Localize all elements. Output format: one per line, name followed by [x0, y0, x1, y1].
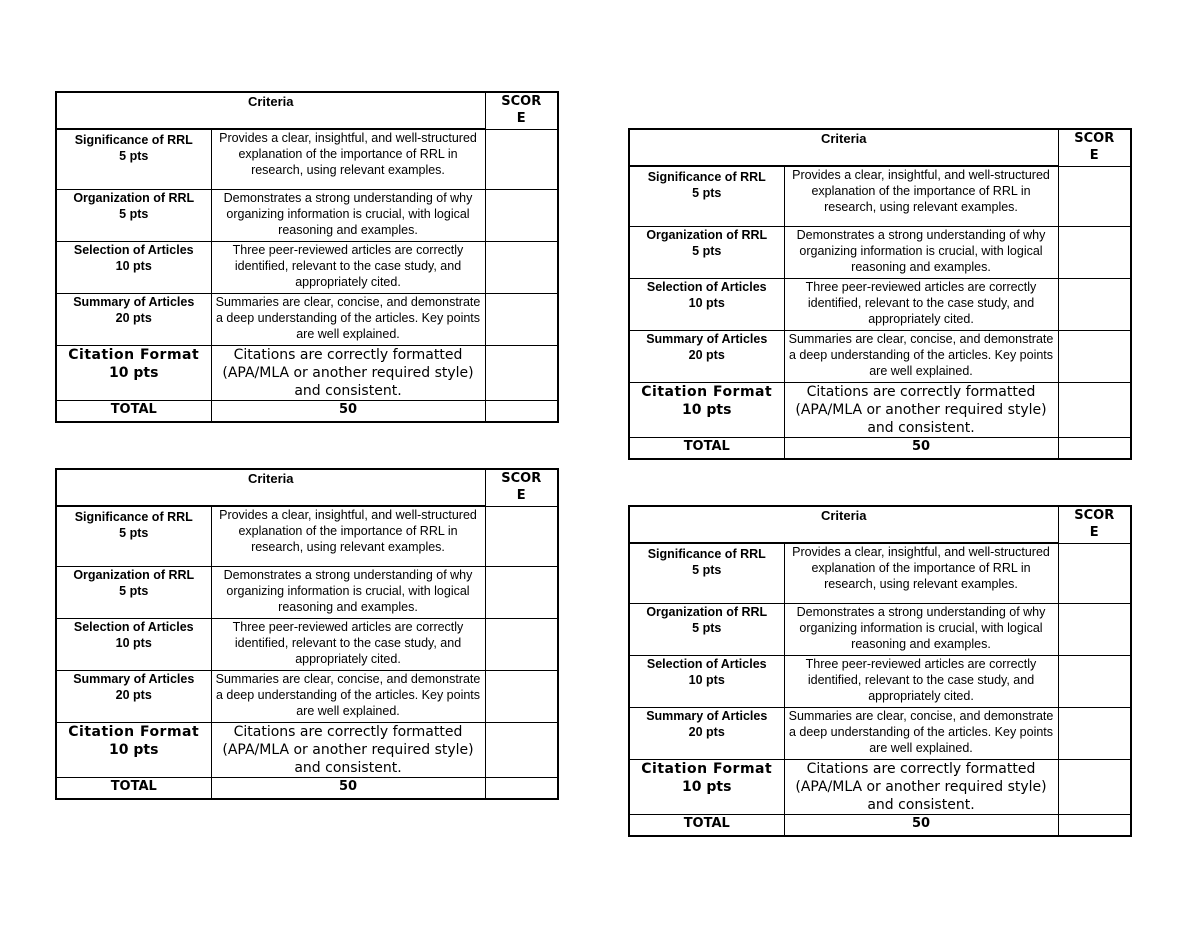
- criterion-description: Three peer-reviewed articles are correctly identified, relevant to the case study, and appropriately cited.: [784, 278, 1058, 330]
- criterion-cell: [633, 708, 781, 740]
- rubric-row-total: [56, 777, 558, 799]
- total-score-cell[interactable]: [1058, 814, 1131, 836]
- score-header: [485, 92, 558, 129]
- score-cell[interactable]: [1058, 278, 1131, 330]
- criterion-name: Summary of Articles: [646, 708, 768, 723]
- total-value: 50: [784, 437, 1058, 459]
- rubric-row-citation: [629, 759, 1131, 814]
- score-header: [1058, 506, 1131, 543]
- score-cell[interactable]: [485, 618, 558, 670]
- criterion-description: Summaries are clear, concise, and demonstrate a deep understanding of the articles. Key points are well explained.: [784, 330, 1058, 382]
- criterion-points: 5 pts: [692, 186, 722, 200]
- rubric-table-2: [55, 468, 559, 800]
- criterion-cell: [60, 294, 208, 326]
- criterion-points: 10 pts: [109, 364, 159, 381]
- score-cell[interactable]: [485, 241, 558, 293]
- criterion-name: Organization of RRL: [73, 567, 195, 582]
- criterion-description: Three peer-reviewed articles are correctly identified, relevant to the case study, and appropriately cited.: [784, 655, 1058, 707]
- score-cell[interactable]: [485, 670, 558, 722]
- criteria-header: Criteria: [629, 506, 1058, 543]
- criterion-points: 5 pts: [692, 243, 722, 258]
- total-score-cell[interactable]: [1058, 437, 1131, 459]
- criterion-cell: [633, 544, 781, 578]
- criterion-description: Summaries are clear, concise, and demonstrate a deep understanding of the articles. Key points are well explained.: [784, 707, 1058, 759]
- rubric-row-selection: [56, 618, 558, 670]
- score-cell[interactable]: [1058, 330, 1131, 382]
- criterion-points: 10 pts: [115, 635, 152, 650]
- rubric-row-organization: [56, 189, 558, 241]
- criterion-description: Summaries are clear, concise, and demonstrate a deep understanding of the articles. Key points are well explained.: [211, 293, 485, 345]
- score-cell[interactable]: [485, 129, 558, 189]
- criterion-points: 20 pts: [115, 687, 152, 702]
- score-cell[interactable]: [1058, 655, 1131, 707]
- total-value: 50: [784, 814, 1058, 836]
- criterion-cell: [633, 604, 781, 636]
- criterion-points: 10 pts: [109, 741, 159, 758]
- rubric-row-summary: [56, 670, 558, 722]
- rubric-row-organization: [629, 226, 1131, 278]
- criterion-cell: [60, 619, 208, 651]
- criterion-points: 5 pts: [692, 563, 722, 577]
- total-label: TOTAL: [56, 777, 211, 799]
- total-label: TOTAL: [629, 814, 784, 836]
- rubric-row-total: [629, 437, 1131, 459]
- score-cell[interactable]: [1058, 226, 1131, 278]
- criterion-description: Demonstrates a strong understanding of why organizing information is crucial, with logical reasoning and examples.: [211, 566, 485, 618]
- score-header-line2: E: [516, 488, 526, 503]
- criterion-cell: [60, 130, 208, 164]
- rubric-row-summary: [629, 330, 1131, 382]
- criterion-description: Citations are correctly formatted (APA/MLA or another required style) and consistent.: [211, 722, 485, 777]
- criterion-points: 10 pts: [688, 672, 725, 687]
- rubric-row-citation: [629, 382, 1131, 437]
- criterion-cell: [633, 279, 781, 311]
- score-header: [485, 469, 558, 506]
- criterion-points: 20 pts: [688, 724, 725, 739]
- criteria-header: Criteria: [629, 129, 1058, 166]
- criterion-points: 5 pts: [119, 206, 149, 221]
- rubric-row-significance: [629, 543, 1131, 603]
- score-cell[interactable]: [485, 722, 558, 777]
- rubric-table-3: [628, 128, 1132, 460]
- score-cell[interactable]: [485, 506, 558, 566]
- total-value: 50: [211, 777, 485, 799]
- criterion-name: Citation Format: [641, 383, 773, 400]
- rubric-row-selection: [629, 278, 1131, 330]
- rubric-row-organization: [629, 603, 1131, 655]
- criterion-cell: [60, 671, 208, 703]
- score-cell[interactable]: [1058, 759, 1131, 814]
- criterion-name: Summary of Articles: [73, 671, 195, 686]
- score-header: [1058, 129, 1131, 166]
- rubric-row-citation: [56, 345, 558, 400]
- criterion-name: Organization of RRL: [73, 190, 195, 205]
- criterion-points: 10 pts: [682, 778, 732, 795]
- rubric-table-1: [55, 91, 559, 423]
- criterion-name: Selection of Articles: [73, 619, 194, 634]
- total-label: TOTAL: [629, 437, 784, 459]
- criterion-name: Selection of Articles: [73, 242, 194, 257]
- score-cell[interactable]: [1058, 707, 1131, 759]
- score-header-line2: E: [1089, 525, 1099, 540]
- rubric-row-significance: [56, 506, 558, 566]
- criterion-description: Provides a clear, insightful, and well-structured explanation of the importance of RRL in research, using relevant examples.: [784, 166, 1058, 226]
- score-cell[interactable]: [485, 189, 558, 241]
- criterion-description: Provides a clear, insightful, and well-structured explanation of the importance of RRL in research, using relevant examples.: [784, 543, 1058, 603]
- criterion-description: Provides a clear, insightful, and well-structured explanation of the importance of RRL in research, using relevant examples.: [211, 129, 485, 189]
- criterion-description: Demonstrates a strong understanding of why organizing information is crucial, with logical reasoning and examples.: [211, 189, 485, 241]
- score-header-line1: SCOR: [501, 471, 542, 486]
- criteria-header: Criteria: [56, 92, 485, 129]
- criterion-cell: [60, 507, 208, 541]
- criterion-cell: [60, 242, 208, 274]
- criterion-description: Citations are correctly formatted (APA/MLA or another required style) and consistent.: [784, 759, 1058, 814]
- rubric-row-citation: [56, 722, 558, 777]
- criterion-cell: [60, 567, 208, 599]
- score-header-line1: SCOR: [1074, 508, 1115, 523]
- criterion-cell: [633, 227, 781, 259]
- criterion-name: Citation Format: [641, 760, 773, 777]
- total-label: TOTAL: [56, 400, 211, 422]
- criterion-points: 5 pts: [692, 620, 722, 635]
- criterion-points: 10 pts: [115, 258, 152, 273]
- score-cell[interactable]: [1058, 603, 1131, 655]
- criterion-cell: [633, 331, 781, 363]
- rubric-row-total: [56, 400, 558, 422]
- score-header-line2: E: [516, 111, 526, 126]
- criterion-points: 10 pts: [688, 295, 725, 310]
- criterion-cell: [633, 167, 781, 201]
- criterion-name: Citation Format: [68, 723, 200, 740]
- criterion-points: 5 pts: [119, 583, 149, 598]
- rubric-row-summary: [629, 707, 1131, 759]
- score-header-line1: SCOR: [501, 94, 542, 109]
- score-cell[interactable]: [1058, 382, 1131, 437]
- criterion-name: Citation Format: [68, 346, 200, 363]
- criterion-description: Three peer-reviewed articles are correctly identified, relevant to the case study, and appropriately cited.: [211, 618, 485, 670]
- criterion-name: Organization of RRL: [646, 227, 768, 242]
- criterion-name: Significance of RRL: [647, 170, 766, 184]
- criterion-name: Summary of Articles: [73, 294, 195, 309]
- criterion-description: Citations are correctly formatted (APA/MLA or another required style) and consistent.: [784, 382, 1058, 437]
- criterion-name: Selection of Articles: [646, 656, 767, 671]
- score-header-line2: E: [1089, 148, 1099, 163]
- criterion-name: Summary of Articles: [646, 331, 768, 346]
- criterion-description: Demonstrates a strong understanding of why organizing information is crucial, with logical reasoning and examples.: [784, 226, 1058, 278]
- total-value: 50: [211, 400, 485, 422]
- criterion-name: Significance of RRL: [647, 547, 766, 561]
- rubric-row-selection: [56, 241, 558, 293]
- criterion-description: Summaries are clear, concise, and demonstrate a deep understanding of the articles. Key points are well explained.: [211, 670, 485, 722]
- rubric-row-organization: [56, 566, 558, 618]
- criterion-cell: [60, 190, 208, 222]
- rubric-table-4: [628, 505, 1132, 837]
- criterion-description: Provides a clear, insightful, and well-structured explanation of the importance of RRL in research, using relevant examples.: [211, 506, 485, 566]
- criterion-cell: [633, 760, 781, 796]
- criterion-description: Demonstrates a strong understanding of why organizing information is crucial, with logical reasoning and examples.: [784, 603, 1058, 655]
- criterion-points: 5 pts: [119, 526, 149, 540]
- criterion-cell: [633, 656, 781, 688]
- rubric-row-significance: [56, 129, 558, 189]
- score-header-line1: SCOR: [1074, 131, 1115, 146]
- criterion-description: Three peer-reviewed articles are correctly identified, relevant to the case study, and appropriately cited.: [211, 241, 485, 293]
- criteria-header: Criteria: [56, 469, 485, 506]
- score-cell[interactable]: [485, 293, 558, 345]
- total-score-cell[interactable]: [485, 400, 558, 422]
- rubric-row-selection: [629, 655, 1131, 707]
- rubric-row-significance: [629, 166, 1131, 226]
- criterion-name: Significance of RRL: [74, 510, 193, 524]
- rubric-row-total: [629, 814, 1131, 836]
- score-cell[interactable]: [1058, 543, 1131, 603]
- total-score-cell[interactable]: [485, 777, 558, 799]
- score-cell[interactable]: [485, 345, 558, 400]
- criterion-points: 10 pts: [682, 401, 732, 418]
- rubric-row-summary: [56, 293, 558, 345]
- criterion-points: 5 pts: [119, 149, 149, 163]
- criterion-points: 20 pts: [688, 347, 725, 362]
- criterion-description: Citations are correctly formatted (APA/MLA or another required style) and consistent.: [211, 345, 485, 400]
- criterion-name: Organization of RRL: [646, 604, 768, 619]
- criterion-name: Significance of RRL: [74, 133, 193, 147]
- criterion-cell: [60, 346, 208, 382]
- criterion-cell: [633, 383, 781, 419]
- criterion-points: 20 pts: [115, 310, 152, 325]
- criterion-cell: [60, 723, 208, 759]
- score-cell[interactable]: [485, 566, 558, 618]
- score-cell[interactable]: [1058, 166, 1131, 226]
- criterion-name: Selection of Articles: [646, 279, 767, 294]
